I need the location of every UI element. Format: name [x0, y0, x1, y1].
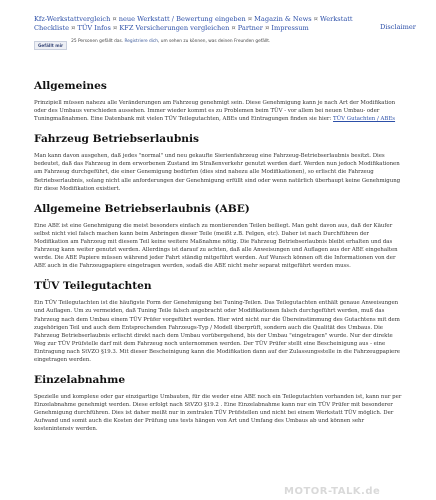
like-text-tail: , um sehen zu können, was deinen Freunden gefällt.: [158, 39, 271, 44]
watermark-logo: MOTOR-TALK.de: [284, 486, 381, 497]
heading-teilegutachten: TÜV Teilegutachten: [34, 280, 152, 293]
paragraph-einzelabnahme: Spezielle und komplexe oder gar einzigartige Umbauten, für die weder eine ABE noch ein Teilegutachten vorhanden ist, kann nur per Einzelabnahme genehmigt werden. Diese erfolgt nach StVZO §19.2 . Eine Einzelabnahme kann nur ein TÜV Prüfer mit besonderer Genehmigung durchführen. Dies ist daher meißt nur in zentralen TÜV Prüfstellen und nicht bei einem Werkstatt TÜV möglich. Der Aufwand und somit auch die Kosten der Prüfung uns tests hängen von Art und Umfang des Umbaus ab und können sehr kostenintensiv werden.: [34, 394, 402, 433]
nav-link-impressum[interactable]: Impressum: [271, 24, 309, 32]
nav-link-partner[interactable]: Partner: [237, 24, 263, 32]
nav-separator: ¤: [231, 24, 238, 32]
heading-allgemeines: Allgemeines: [34, 80, 107, 92]
top-navigation: [34, 15, 370, 33]
paragraph-fahrzeug-betriebserlaubnis: Man kann davon ausgehen, daß jedes "normal" und neu gekaufte Sierienfahrzeug eine Fahrzeug-Betriebserlaubnis besitzt. Dies bedeutet, daß das Fahrzeug in dem erworbenen Zustand im Straßenverkehr genutzt werden darf. Werden nun jedoch Modifikationen am Fahrzeug durchgeführt, die einer Genemigung bedürfen (dies sind nahezu alle Modifikationen), so erlischt die Fahrzeug Betriebserlaubnis, solang nicht alle anforderungen der Genehmigung erfüllt sind oder wenn natürlich überhaupt keine Genehmigung für diese Modifikation existiert.: [34, 153, 401, 192]
register-link[interactable]: Registriere dich: [124, 39, 159, 44]
nav-separator: ¤: [247, 15, 255, 23]
nav-link-neue-werkstatt[interactable]: neue Werkstatt / Bewertung eingeben: [118, 15, 246, 23]
nav-link-tuev-infos[interactable]: TÜV Infos: [77, 24, 111, 32]
nav-link-checkliste[interactable]: Werkstatt Checkliste: [34, 15, 353, 32]
nav-link-magazin[interactable]: Magazin & News: [254, 15, 312, 23]
like-text: [71, 39, 271, 45]
like-button[interactable]: Gefällt mir: [34, 41, 67, 50]
heading-abe: Allgemeine Betriebserlaubnis (ABE): [34, 202, 250, 215]
nav-separator: ¤: [265, 24, 272, 32]
nav-separator: ¤: [112, 15, 119, 23]
tuev-gutachten-link[interactable]: TÜV Gutachten / ABEs: [333, 116, 396, 123]
nav-link-versicherungen[interactable]: KFZ Versicherungen vergleichen: [119, 24, 230, 32]
nav-link-werkstattvergleich[interactable]: Kfz-Werkstattvergleich: [34, 15, 111, 23]
paragraph-teilegutachten: Ein TÜV Teilegutachten ist die häufigste Form der Genehmigung bei Tuning-Teilen. Das Teilegutachten enthält genaue Anweisungen und Auflagen. Um zu vermeiden, daß Tuning Teile falsch angebracht oder Modifikationen falsch durchgeführt werden, muß das Fahrzeug nach dem Umbau einem TÜV Prüfer vorgeführt werden. Hier wird nicht nur die Übereinstimmung des Gutachtens mit dem zugehörigen Teil und auch dem Entsprechenden Fahrzeugs-Typ / Modell überprüft, sondern auch die Qualität des Umbaus. Die Fahrzeug Betriebserlaubnis erlischt direkt nach dem Umbau vorübergehend, bis der Umbau "eingetragen" wurde. Nur der direkte Weg zur TÜV Prüfstelle darf mit dem Fahrzeug noch unternommen werden. Der TÜV Prüfer stellt eine Bescheinigung aus - eine Eintragung nach StVZO §19.3. Mit dieser Bescheinigung kann die Modifikation dann auf der Zulassungsstelle in die Fahrzeugpapiere eingetragen werden.: [34, 300, 401, 363]
nav-separator: ¤: [71, 24, 78, 32]
facebook-like-box: [34, 39, 271, 53]
paragraph-allgemeines-text: Prinzipiell müssen nahezu alle Veränderungen am Fahrzeug genehmigt sein. Diese Genehmigung kann je nach Art der Modifikation oder des Umbaus verschieden aussehen. Immer wieder kommt es zu Problemen beim TÜV - vor allem bei neuen Umbau- oder Tuningmaßnahmen. Eine Datenbank mit vielen TÜV Teilegutachten, ABEs und Eintragungen finden sie hier:: [34, 100, 396, 123]
heading-einzelabnahme: Einzelabnahme: [34, 374, 126, 387]
nav-separator: ¤: [313, 15, 321, 23]
main-content: [34, 80, 404, 434]
paragraph-allgemeines: [34, 99, 404, 123]
paragraph-abe: Eine ABE ist eine Genehmigung die meist besonders einfach zu montierenden Teilen beiliegt. Man geht davon aus, daß der Käufer selbst nicht viel falsch machen kann beim Anbringen dieser Teile (meißt z.B. Felgen, etc). Daher ist nach Durchführen der Modifikation am Fahrzeug mit diesem Teil keine weitere Maßnahme nötig. Die Fahrzeug Betriebserlaubnis bleibt erhalten und das Fahrzeug kann weiter genutzt werden. Allerdings ist darauf zu achten, daß alle Anweisungen und Auflagen aus der ABE eingehalten werde. Die ABE Papiere müssen während jeder Fahrt ständig mitgeführt werden. Auf Wunsch können oft die Informationen von der ABE auch in die Fahrzeugpapiere eingetragen werden, sodaß die ABE nicht mehr separat mitgeführt werden muss.: [34, 222, 398, 270]
like-count-text: 25 Personen gefällt das.: [71, 39, 124, 44]
disclaimer-link[interactable]: Disclaimer: [380, 23, 416, 31]
heading-fahrzeug-betriebserlaubnis: Fahrzeug Betriebserlaubnis: [34, 133, 199, 146]
nav-separator: ¤: [113, 24, 120, 32]
